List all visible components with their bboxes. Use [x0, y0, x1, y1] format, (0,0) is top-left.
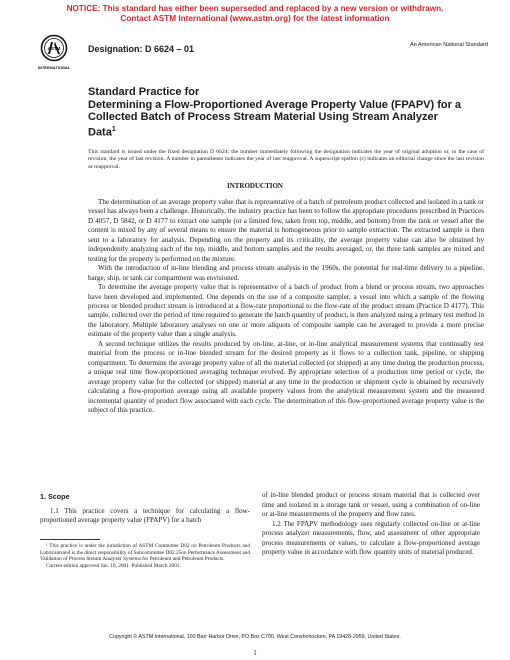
- document-title: [88, 86, 468, 139]
- logo-subtext: INTERNATIONAL: [37, 65, 71, 70]
- footnote-text-1: ¹ This practice is under the jurisdiction of ASTM Committee D02 on Petroleum Products and Lubricantsand is the direct responsibility of Subcommittee D02.25on Performance Assessment and Validation of Process Stream Analyzer Systems for Petroleum and Petroleum Products.: [40, 543, 250, 563]
- scope-paragraph-1-1-cont: of in-line blended product or process stream material that is collected over time and isolated in a storage tank or vessel, using a combination of on-line or at-line measurements of the property and flow rates.: [262, 491, 480, 518]
- introduction-body: [88, 198, 484, 415]
- intro-paragraph: With the introduction of in-line blending and process stream analysis in the 1960s, the potential for real-time delivery to a pipeline, barge, ship, or tank car compartment was envisioned.: [88, 264, 484, 282]
- title-footnote-marker: 1: [111, 125, 116, 133]
- introduction-heading: INTRODUCTION: [226, 182, 283, 190]
- logo-text: ASTM: [47, 46, 61, 51]
- footnote-divider: [40, 539, 100, 540]
- title-main: Determining a Flow-Proportioned Average Property Value (FPAPV) for a Collected Batch of Process Stream Material Using Stream Analyzer Data: [88, 98, 462, 139]
- footnote-text-2: Current edition approved Jan. 10, 2001. Published March 2001.: [46, 562, 181, 569]
- intro-paragraph: The determination of an average property value that is representative of a batch of petroleum product collected and isolated in a tank or vessel has always been a challenge. Historically, the industry practice has been to follow the appropriate procedures prescribed in Practices D 4057, D 5842, or D 4177 to extract one sample (or a limited few, taken from top, middle, and bottom) from the tank or vessel after the content is mixed by any of several means to ensure the material is homogeneous prior to sample extraction. The extracted sample is then sent to a laboratory for analysis. Depending on the property and its criticality, the average property value can also be obtained by independently analyzing each of the top, middle, and bottom samples and the results averaged, or, the three tank samples are mixed and testing for the property is performed on the mixture.: [88, 198, 484, 263]
- scope-heading: 1. Scope: [40, 492, 70, 501]
- scope-paragraph-1-1: 1.1 This practice covers a technique for calculating a flow-proportioned average property value (FPAPV) for a batch: [40, 506, 250, 524]
- intro-paragraph: To determine the average property value that is representative of a batch of product from a blend or process stream, two approaches have been developed and implemented. One depends on the use of a composite sampler, a vessel into which a sample of the flowing process or blended product stream is introduced at a flow-rate proportional to the flow-rate of the product stream (Practice D 4177). This sample, collected over the period of time required to generate the batch quantity of product, is then analyzed using a primary test method in the laboratory. Multiple laboratory analyses on one or more aliquots of composite sample can be averaged to provide a more precise estimate of the property value than a single analysis.: [88, 283, 484, 339]
- issued-note: This standard is issued under the fixed designation D 6624; the number immediately following the designation indicates the year of original adoption or, in the case of revision, the year of last revision. A number in parentheses indicates the year of last reapproval. A superscript epsilon (ε) indicates an editorial change since the last revision or reapproval.: [88, 149, 484, 170]
- designation: Designation: D 6624 – 01: [88, 44, 195, 54]
- notice-line-2: Contact ASTM International (www.astm.org) for the latest information: [120, 14, 390, 23]
- american-national-standard-label: An American National Standard: [409, 42, 488, 48]
- title-line-1: Standard Practice for: [88, 86, 200, 98]
- page-number: 1: [253, 649, 257, 657]
- astm-logo-icon: [37, 34, 71, 80]
- right-column: [262, 491, 480, 558]
- notice-banner: [0, 4, 510, 24]
- notice-line-1: NOTICE: This standard has either been superseded and replaced by a new version or withdrawn.: [66, 4, 444, 13]
- left-column: [40, 492, 250, 526]
- copyright: Copyright © ASTM International, 100 Barr Harbor Drive, PO Box C700, West Conshohocken, PA 19428-2959, United States.: [109, 634, 401, 640]
- scope-paragraph-1-2: 1.2 The FPAPV methodology uses regularly collected on-line or at-line process analyzer measurements, flow, and assessment of other appropriate process measurements or values, to calculate a flow-proportioned average property value in accordance with flow quantity units of material produced.: [262, 519, 480, 556]
- intro-paragraph: A second technique utilizes the results produced by on-line, at-line, or in-line analytical measurement systems that continually test material from the process or in-line blended stream for the desired property as it flows to a collection tank, pipeline, or shipping compartment. To determine the average property value of all the material collected (or shipped) at any time during the production process, a unique real time flow-proportioned averaging technique evolved. By appropriate selection of a production time period or cycle, the average property value for the collected (or shipped) material at any time in the production or shipment cycle is obtained by recursively calculating a flow-proportion average using all available property values from the analytical measurement system and the measured incremental quantity of product flow associated with each cycle. The determination of this flow-proportioned average property value is the subject of this practice.: [88, 339, 484, 414]
- footnote: [40, 543, 250, 569]
